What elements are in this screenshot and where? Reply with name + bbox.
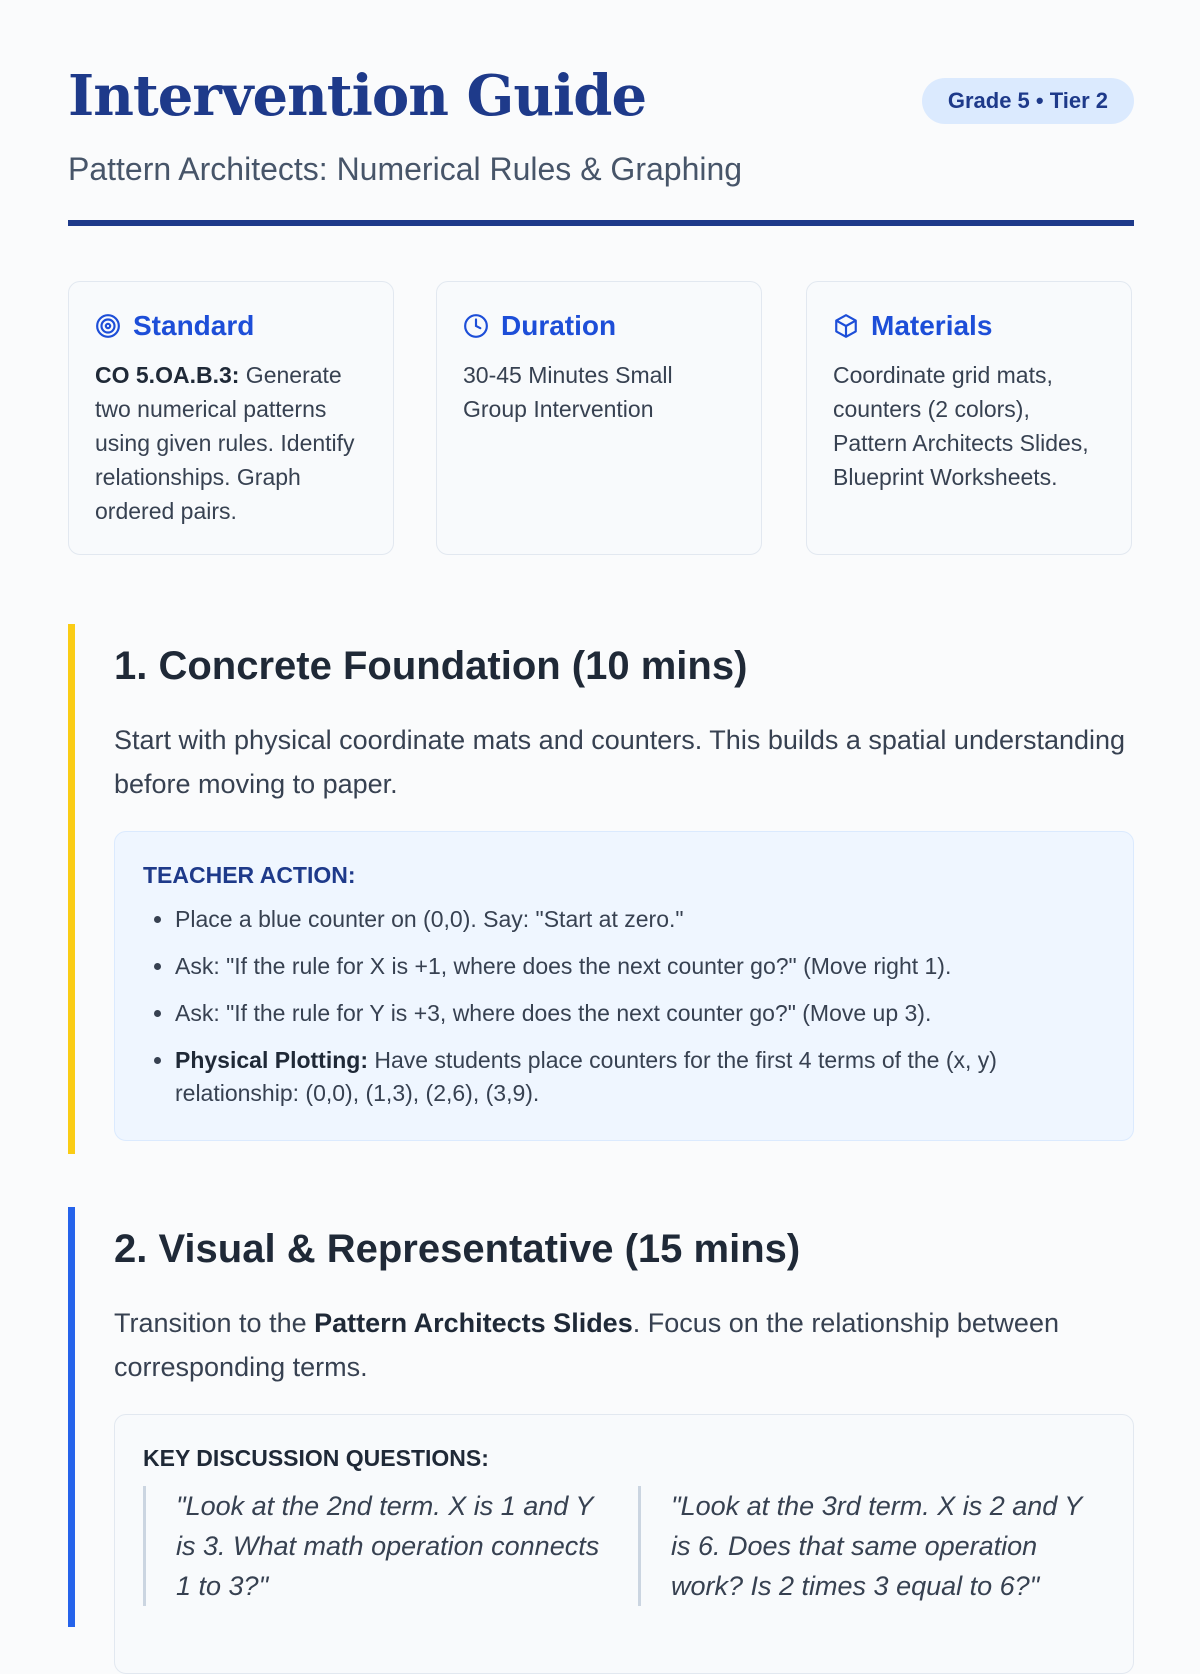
duration-card [436,281,762,555]
section-accent-bar [68,624,75,1154]
list-item-text: Ask: "If the rule for Y is +3, where does the next counter go?" (Move up 3). [175,1000,932,1026]
duration-card-title: Duration [501,310,617,341]
standard-card [68,281,394,555]
page-subtitle: Pattern Architects: Numerical Rules & Graphing [68,151,743,187]
materials-card [806,281,1132,555]
intro-text: Transition to the [114,1308,315,1338]
standard-code: CO 5.OA.B.3: [95,362,240,388]
section-title: 1. Concrete Foundation (10 mins) [114,644,748,688]
standard-description: Generate two numerical patterns using given rules. Identify relationships. Graph ordered pairs. [95,362,355,524]
discussion-question: "Look at the 3rd term. X is 2 and Y is 6. Does that same operation work? Is 2 times 3 equal to 6?" [638,1486,1105,1606]
list-item-emphasis: Physical Plotting: [175,1047,368,1073]
list-item-text: Have students place counters for the first 4 terms of the (x, y) relationship: (0,0), (1,3), (2,6), (3,9). [175,1047,997,1106]
list-item [175,903,1105,936]
target-icon [95,313,121,339]
list-item-text: Place a blue counter on (0,0). Say: "Start at zero." [175,906,684,932]
section-title: 2. Visual & Representative (15 mins) [114,1227,801,1271]
intro-emphasis: Pattern Architects Slides [314,1308,633,1338]
header-divider [68,220,1134,226]
cube-icon [833,313,859,339]
list-item [175,997,1105,1030]
duration-card-text: 30-45 Minutes Small Group Intervention [463,362,673,422]
teacher-action-label: TEACHER ACTION: [143,862,356,888]
standard-card-title: Standard [133,310,255,341]
materials-card-title: Materials [871,310,993,341]
discussion-questions-label: KEY DISCUSSION QUESTIONS: [143,1445,489,1471]
duration-card-header [463,310,735,342]
section-intro: Start with physical coordinate mats and counters. This builds a spatial understanding before moving to paper. [114,725,1126,799]
section-accent-bar [68,1207,75,1627]
page-header [68,0,1134,226]
page-title: Intervention Guide [68,63,647,129]
list-item [175,950,1105,983]
teacher-action-box [114,831,1134,1141]
discussion-question: "Look at the 2nd term. X is 1 and Y is 3. What math operation connects 1 to 3?" [143,1486,610,1606]
intro-text: . Focus on the relationship between corresponding terms. [114,1308,1059,1382]
grade-tier-badge: Grade 5 • Tier 2 [922,78,1134,124]
standard-card-header [95,310,367,342]
section-visual-representative [68,1207,1134,1627]
list-item [175,1044,1105,1110]
standard-card-text [95,358,367,528]
question-grid [143,1486,1105,1606]
section-intro [114,1301,1134,1389]
materials-card-text: Coordinate grid mats, counters (2 colors), Pattern Architects Slides, Blueprint Worksheets. [833,362,1089,490]
teacher-action-list [143,903,1105,1110]
discussion-questions-box [114,1414,1134,1674]
list-item-text: Ask: "If the rule for X is +1, where does the next counter go?" (Move right 1). [175,953,952,979]
section-concrete-foundation [68,624,1134,1154]
clock-icon [463,313,489,339]
intervention-guide-page [68,0,1134,1601]
info-cards [68,281,1134,557]
materials-card-header [833,310,1105,342]
